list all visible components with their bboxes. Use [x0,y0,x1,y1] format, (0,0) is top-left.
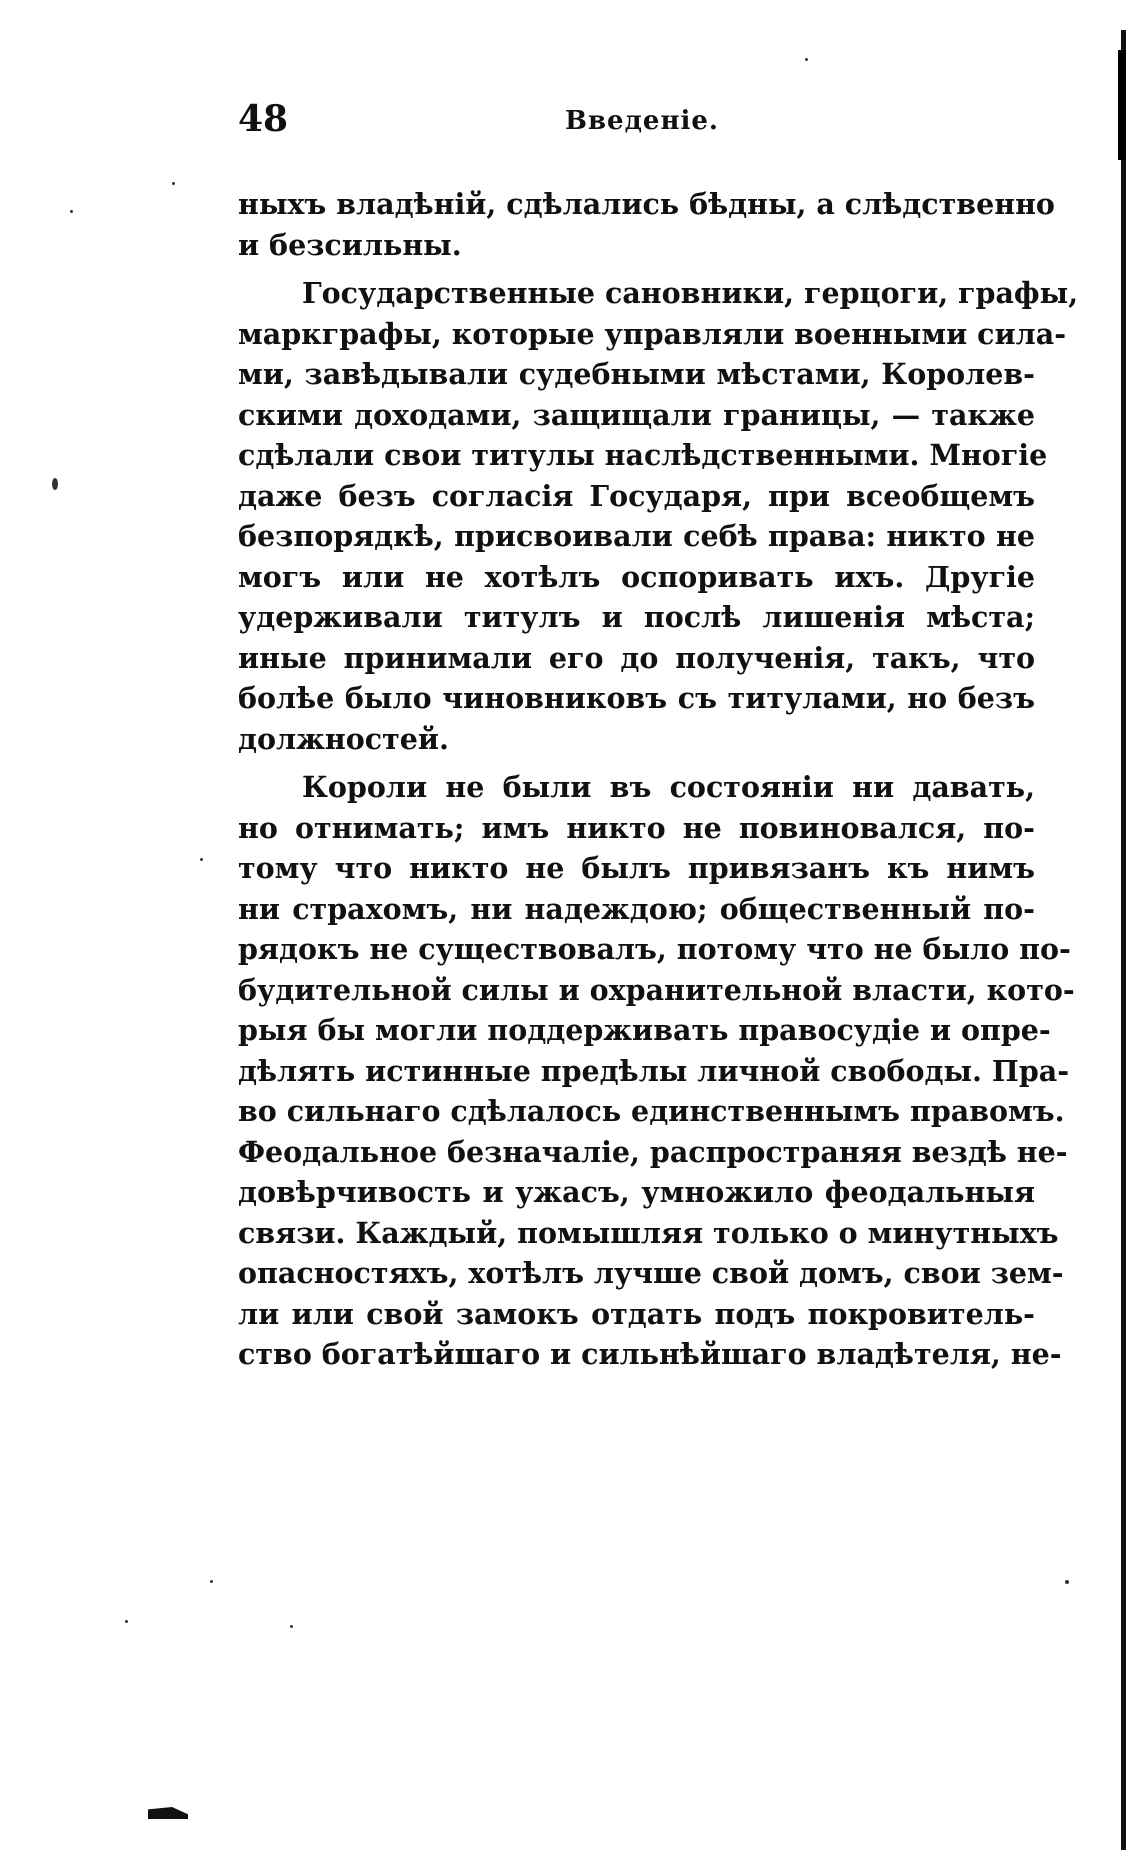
text-line: должностей. [238,721,449,756]
text-line: ныхъ владѣній, сдѣлались бѣдны, а слѣдственно [238,187,1055,221]
body-text [238,184,1079,1375]
text-line: могъ или не хотѣлъ оспоривать ихъ. Другіе [238,559,1035,594]
text-line: опасностяхъ, хотѣлъ лучше свой домъ, свои зем- [238,1256,1064,1290]
scan-speck [290,1625,293,1628]
text-line: Государственные сановники, герцоги, графы, [302,276,1079,310]
text-line: ли или свой замокъ отдать подъ покровитель- [238,1296,1035,1331]
text-line: безпорядкѣ, присвоивали себѣ права: никто не [238,519,1035,553]
scan-speck [172,182,175,185]
scan-speck [1065,1580,1069,1584]
text-line: но отнимать; имъ никто не повиновался, по- [238,810,1035,845]
page-edge-shadow-top [1118,50,1126,160]
text-line: ни страхомъ, ни надеждою; общественный по- [238,891,1035,926]
text-line: и безсильны. [238,227,462,262]
text-line: ми, завѣдывали судебными мѣстами, Королев- [238,357,1035,391]
scan-speck [200,858,203,861]
text-line: удерживали титулъ и послѣ лишенія мѣста; [238,600,1035,634]
scan-speck [52,478,58,490]
text-line: довѣрчивость и ужасъ, умножило феодальныя [238,1175,1035,1209]
scan-speck [70,210,73,213]
text-line: болѣе было чиновниковъ съ титулами, но безъ [238,681,1035,715]
text-line: даже безъ согласія Государя, при всеобщемъ [238,478,1035,513]
scan-speck [210,1580,213,1583]
text-line: иные принимали его до полученія, такъ, что [238,640,1035,675]
text-line: скими доходами, защищали границы, — также [238,397,1035,432]
text-line: во сильнаго сдѣлалось единственнымъ правомъ. [238,1094,1065,1128]
text-line: связи. Каждый, помышляя только о минутныхъ [238,1215,1059,1250]
text-line: тому что никто не былъ привязанъ къ нимъ [238,851,1035,885]
page-header [238,98,1038,148]
text-line: рыя бы могли поддерживать правосудіе и опре- [238,1013,1051,1047]
text-line: сдѣлали свои титулы наслѣдственными. Многіе [238,438,1048,472]
running-head: Введеніе. [565,106,719,136]
scan-artifact [148,1807,188,1819]
text-line: ство богатѣйшаго и сильнѣйшаго владѣтеля, не- [238,1337,1062,1371]
scan-speck [805,58,808,61]
page-edge-shadow [1121,30,1126,1850]
text-line: Феодальное безначаліе, распространяя вездѣ не- [238,1134,1068,1169]
text-line: Короли не были въ состояніи ни давать, [302,770,1035,804]
scan-speck [125,1620,128,1623]
text-line: рядокъ не существовалъ, потому что не было по- [238,932,1071,966]
text-line: дѣлять истинные предѣлы личной свободы. Пра- [238,1053,1070,1088]
text-line: будительной силы и охранительной власти, кото- [238,972,1075,1007]
text-line: маркграфы, которые управляли военными сила- [238,316,1067,351]
page-number: 48 [238,98,289,140]
